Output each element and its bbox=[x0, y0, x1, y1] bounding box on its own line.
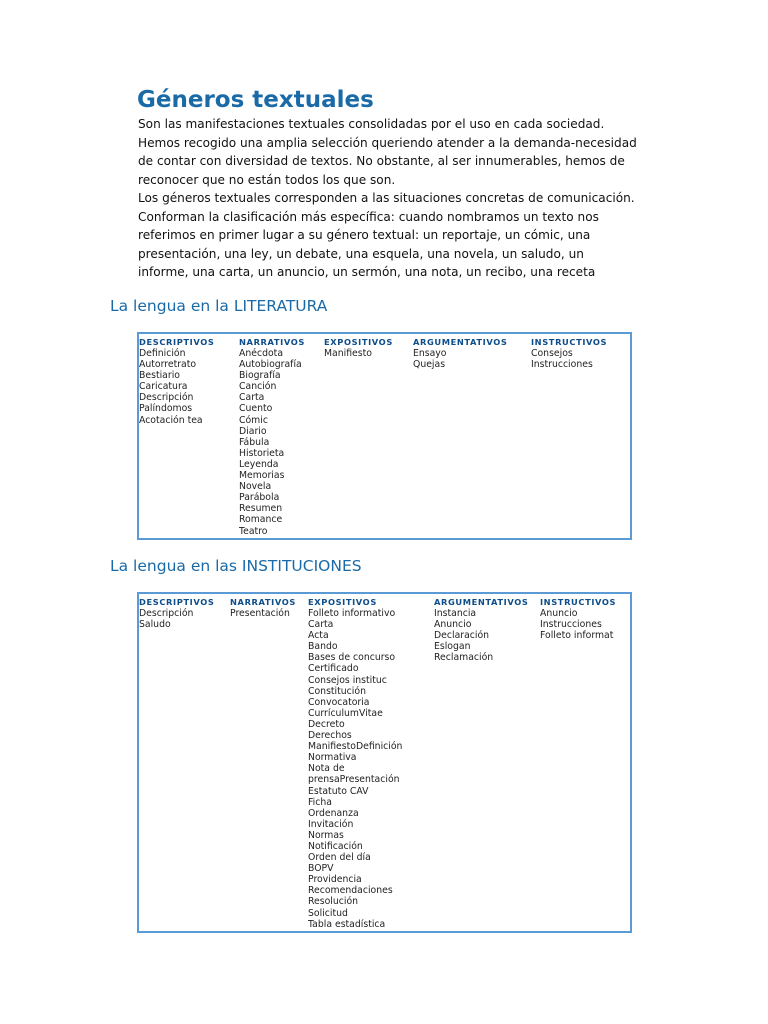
genre-item: Certificado bbox=[308, 663, 359, 675]
genre-item: Ordenanza bbox=[308, 807, 359, 819]
column-expositivos bbox=[308, 596, 402, 930]
column-argumentativos bbox=[434, 596, 528, 663]
genre-item: Normas bbox=[308, 829, 344, 841]
column-header: INSTRUCTIVOS bbox=[531, 337, 608, 347]
genre-item: Biografía bbox=[239, 370, 281, 382]
section-heading-instituciones: La lengua en las INSTITUCIONES bbox=[110, 557, 362, 575]
genre-item: Presentación bbox=[230, 608, 290, 619]
genre-item: prensaPresentación bbox=[308, 774, 400, 786]
genre-item: Bases de concurso bbox=[308, 652, 396, 664]
genre-item: Bando bbox=[308, 641, 338, 653]
genre-item: Carta bbox=[239, 392, 265, 404]
genre-item: Ensayo bbox=[413, 348, 447, 359]
genre-item: Palíndomos bbox=[139, 403, 193, 415]
genre-item: Convocatoria bbox=[308, 696, 370, 708]
intro-paragraph-definition: Son las manifestaciones textuales consolidadas por el uso en cada sociedad. Hemos recogido una amplia selección queriendo atender a la demanda-necesidad de contar con diversidad de textos. No obstante, al ser innumerables, hemos de reconocer que no están todos los que son. bbox=[138, 117, 637, 187]
genre-item: Anuncio bbox=[540, 608, 578, 619]
genre-item: Romance bbox=[239, 514, 283, 526]
genre-item: Historieta bbox=[239, 447, 285, 459]
genre-item: Descripción bbox=[139, 392, 194, 404]
column-header: INSTRUCTIVOS bbox=[540, 597, 617, 607]
genre-item: Quejas bbox=[413, 359, 446, 371]
genre-item: Solicitud bbox=[308, 907, 348, 919]
genre-table-literatura bbox=[137, 332, 632, 540]
genre-item: Manifiesto bbox=[324, 348, 372, 359]
genre-item: Bestiario bbox=[139, 370, 180, 382]
genre-item: Folleto informat bbox=[540, 630, 614, 642]
column-argumentativos bbox=[413, 336, 507, 370]
genre-item: Canción bbox=[239, 381, 277, 393]
column-header: NARRATIVOS bbox=[230, 597, 296, 607]
genre-item: Estatuto CAV bbox=[308, 785, 369, 797]
genre-list bbox=[230, 608, 296, 619]
genre-list bbox=[434, 608, 528, 663]
genre-list bbox=[139, 608, 214, 630]
genre-item: Resumen bbox=[239, 503, 283, 515]
column-header: DESCRIPTIVOS bbox=[139, 597, 215, 607]
genre-item: Consejos instituc bbox=[308, 674, 387, 686]
genre-table-instituciones bbox=[137, 592, 632, 933]
genre-item: Acotación tea bbox=[139, 414, 203, 426]
genre-item: Folleto informativo bbox=[308, 608, 396, 619]
genre-item: Descripción bbox=[139, 608, 194, 619]
column-header: ARGUMENTATIVOS bbox=[434, 597, 529, 607]
column-header: DESCRIPTIVOS bbox=[139, 337, 215, 347]
genre-item: Instrucciones bbox=[540, 619, 602, 631]
genre-item: Providencia bbox=[308, 874, 362, 886]
genre-item: Eslogan bbox=[434, 641, 471, 653]
genre-item: Teatro bbox=[239, 525, 268, 537]
genre-item: Instrucciones bbox=[531, 359, 593, 371]
genre-item: Acta bbox=[308, 630, 329, 642]
genre-item: Consejos bbox=[531, 348, 573, 359]
genre-item: Recomendaciones bbox=[308, 885, 393, 897]
genre-item: Orden del día bbox=[308, 852, 371, 864]
genre-item: Derechos bbox=[308, 730, 352, 742]
column-header: EXPOSITIVOS bbox=[324, 337, 393, 347]
column-descriptivos bbox=[139, 596, 214, 630]
genre-item: Tabla estadística bbox=[308, 918, 386, 930]
column-instructivos bbox=[531, 336, 607, 370]
genre-item: Diario bbox=[239, 425, 267, 437]
genre-list bbox=[540, 608, 616, 641]
column-header: EXPOSITIVOS bbox=[308, 597, 377, 607]
intro-paragraph-classification: Los géneros textuales corresponden a las situaciones concretas de comunicación. Conforman la clasificación más específica: cuando nombramos un texto nos referimos en primer lugar a su género textual: un reportaje, un cómic, una presentación, una ley, un debate, una esquela, una novela, un saludo, un informe, una carta, un anuncio, un sermón, una nota, un recibo, una receta bbox=[138, 191, 635, 279]
genre-item: Carta bbox=[308, 619, 334, 631]
column-header: ARGUMENTATIVOS bbox=[413, 337, 508, 347]
genre-item: Resolución bbox=[308, 896, 359, 908]
genre-item: Decreto bbox=[308, 718, 345, 730]
genre-item: Caricatura bbox=[139, 381, 188, 393]
genre-list bbox=[239, 348, 305, 537]
genre-list bbox=[139, 348, 214, 426]
genre-list bbox=[531, 348, 607, 370]
column-expositivos bbox=[324, 336, 393, 359]
column-header: NARRATIVOS bbox=[239, 337, 305, 347]
genre-item: Cómic bbox=[239, 414, 268, 426]
genre-item: Normativa bbox=[308, 752, 357, 764]
genre-item: Notificación bbox=[308, 840, 363, 852]
genre-item: BOPV bbox=[308, 863, 334, 875]
genre-item: Autobiografía bbox=[239, 359, 302, 371]
genre-item: Declaración bbox=[434, 630, 490, 642]
genre-item: Ficha bbox=[308, 796, 332, 808]
genre-list bbox=[308, 608, 402, 930]
genre-item: Memorias bbox=[239, 470, 285, 482]
genre-item: Reclamación bbox=[434, 652, 494, 664]
intro-text bbox=[138, 115, 638, 282]
genre-item: Parábola bbox=[239, 492, 280, 504]
genre-item: Leyenda bbox=[239, 458, 279, 470]
genre-item: Cuento bbox=[239, 403, 273, 415]
column-instructivos bbox=[540, 596, 616, 641]
genre-item: Novela bbox=[239, 481, 272, 493]
genre-item: Autorretrato bbox=[139, 359, 197, 371]
genre-item: Instancia bbox=[434, 608, 477, 619]
column-descriptivos bbox=[139, 336, 214, 426]
genre-item: Anécdota bbox=[239, 348, 284, 359]
section-heading-literatura: La lengua en la LITERATURA bbox=[110, 297, 328, 315]
genre-list bbox=[324, 348, 393, 359]
genre-item: Saludo bbox=[139, 619, 171, 631]
genre-item: Nota de bbox=[308, 763, 345, 775]
genre-item: Fábula bbox=[239, 436, 270, 448]
genre-item: ManifiestoDefinición bbox=[308, 741, 403, 753]
page-title: Géneros textuales bbox=[137, 87, 374, 113]
genre-list bbox=[413, 348, 507, 370]
column-narrativos bbox=[230, 596, 296, 619]
genre-item: Invitación bbox=[308, 818, 354, 830]
genre-item: CurrículumVitae bbox=[308, 707, 383, 719]
genre-item: Anuncio bbox=[434, 619, 472, 631]
column-narrativos bbox=[239, 336, 305, 537]
genre-item: Constitución bbox=[308, 685, 366, 697]
genre-item: Definición bbox=[139, 348, 186, 359]
